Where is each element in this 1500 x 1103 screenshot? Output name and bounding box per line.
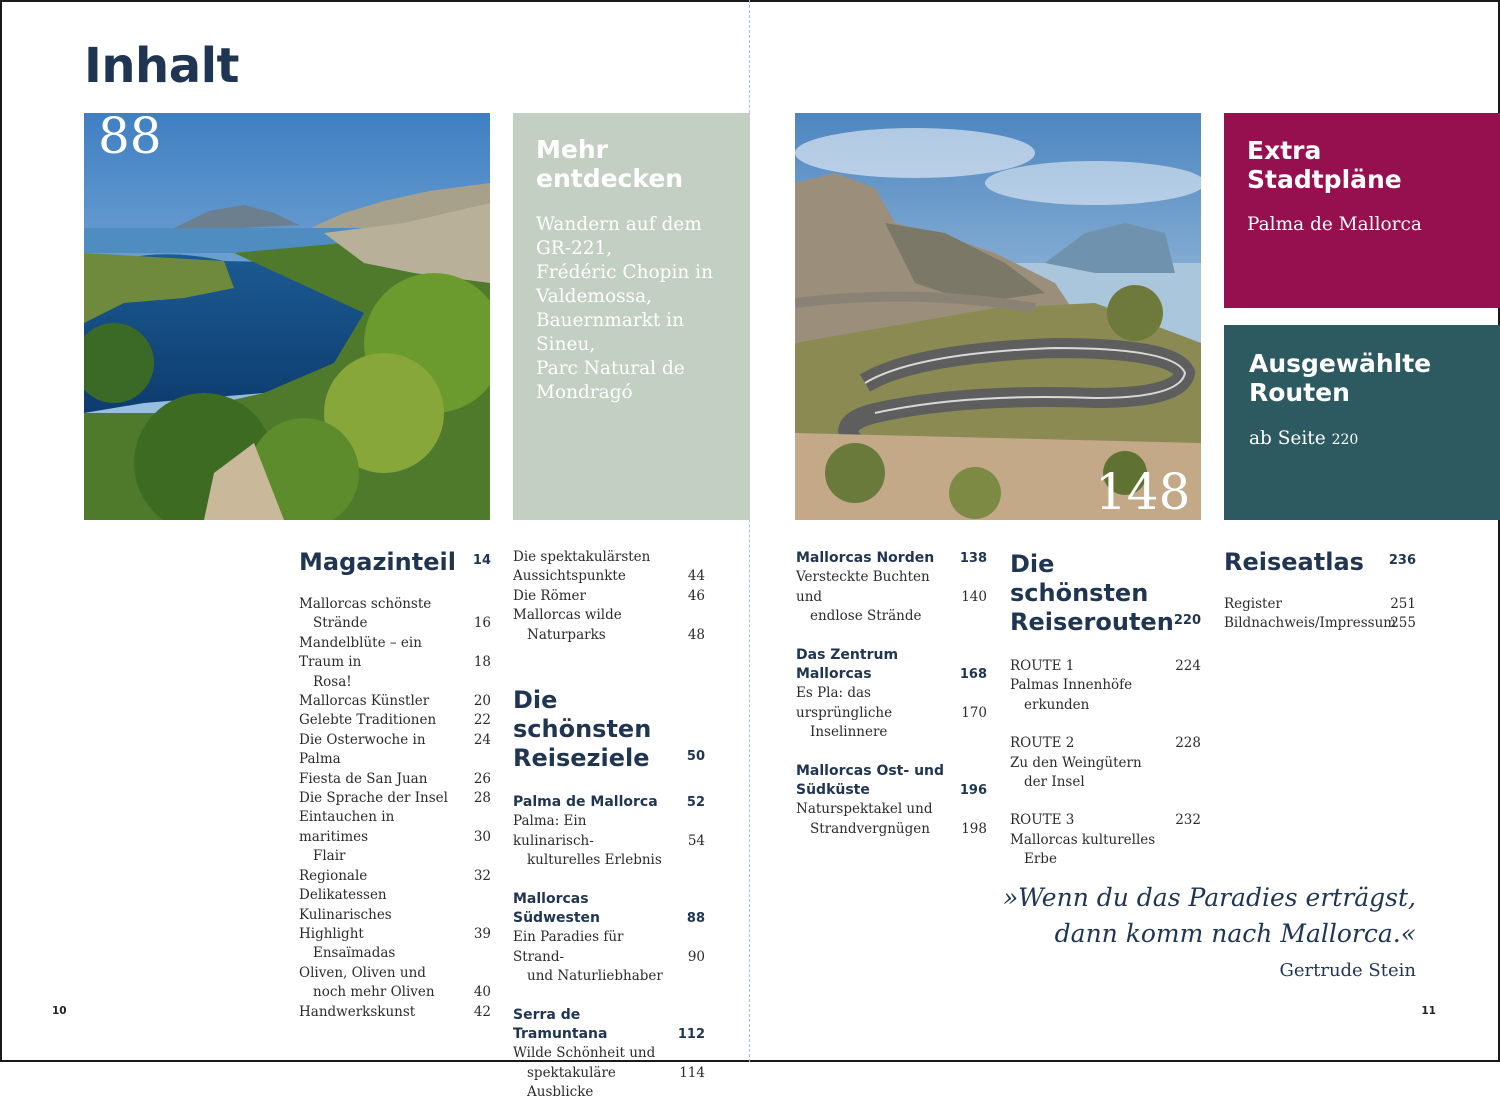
toc-subheading[interactable]: Das Zentrum Mallorcas 168 <box>796 646 987 683</box>
toc-subheading[interactable]: Mallorcas Südwesten 88 <box>513 890 705 927</box>
toc-entry[interactable]: Die Osterwoche in Palma 24 <box>299 731 491 768</box>
route-entry[interactable]: ROUTE 2 Zu den Weingütern der Insel 228 <box>1010 735 1201 791</box>
formentor-road-illustration <box>795 113 1201 520</box>
toc-entry[interactable]: Register 251 <box>1224 596 1416 612</box>
magazinteil-continued <box>513 548 705 645</box>
magazinteil-heading[interactable]: Magazinteil 14 <box>299 548 491 576</box>
extra-stadtplaene-text: Palma de Mallorca <box>1247 214 1422 235</box>
reiseatlas-heading[interactable]: Reiseatlas 236 <box>1224 548 1416 576</box>
coast-cove-illustration <box>84 113 490 520</box>
toc-group <box>513 793 705 871</box>
reiseziele-continued <box>796 549 987 839</box>
extra-stadtplaene-panel <box>1224 113 1500 308</box>
toc-entry[interactable]: Wilde Schönheit und spektakuläre Ausblicke 114 <box>513 1045 705 1101</box>
toc-entry[interactable]: Palma: Ein kulinarisch- kulturelles Erlebnis 54 <box>513 813 705 869</box>
reiserouten-section <box>1010 550 1201 870</box>
magazinteil-section <box>299 548 491 1022</box>
toc-entry[interactable]: Mallorcas schönste Strände 16 <box>299 596 491 632</box>
ausgewaehlte-routen-title: Ausgewählte Routen <box>1249 349 1432 407</box>
toc-subheading[interactable]: Mallorcas Ost- und Südküste 196 <box>796 762 987 799</box>
toc-entry[interactable]: Eintauchen in maritimes Flair 30 <box>299 809 491 865</box>
toc-subheading[interactable]: Mallorcas Norden 138 <box>796 550 987 566</box>
mehr-entdecken-list: Wandern auf dem GR-221, Frédéric Chopin in Valdemossa, Bauernmarkt in Sineu, Parc Natural de Mondragó <box>536 214 714 403</box>
toc-entry[interactable]: Handwerkskunst 42 <box>299 1003 491 1020</box>
toc-entry[interactable]: Die Römer 46 <box>513 587 705 604</box>
reiseziele-section <box>513 686 705 1103</box>
route-entry[interactable]: ROUTE 1 Palmas Innenhöfe erkunden 224 <box>1010 658 1201 713</box>
toc-entry[interactable]: Versteckte Buchten und endlose Strände 140 <box>796 569 987 625</box>
toc-group <box>513 890 705 987</box>
toc-entry[interactable]: Fiesta de San Juan 26 <box>299 770 491 787</box>
toc-entry[interactable]: Regionale Delikatessen 32 <box>299 867 491 904</box>
quote-text: »Wenn du das Paradies erträgst, dann komm nach Mallorca.« <box>1002 883 1416 948</box>
toc-subheading[interactable]: Palma de Mallorca 52 <box>513 794 705 810</box>
toc-entry[interactable]: Gelebte Traditionen 22 <box>299 712 491 729</box>
toc-entry[interactable]: Mallorcas Künstler 20 <box>299 693 491 710</box>
toc-entry[interactable]: Die Sprache der Insel 28 <box>299 790 491 807</box>
toc-entry[interactable]: Kulinarisches Highlight Ensaïmadas 39 <box>299 906 491 962</box>
reiserouten-heading[interactable]: Die schönsten Reiserouten 220 <box>1010 550 1201 636</box>
toc-entry[interactable]: Ein Paradies für Strand- und Naturliebhaber 90 <box>513 929 705 985</box>
page-title: Inhalt <box>84 38 239 94</box>
route-entry[interactable]: ROUTE 3 Mallorcas kulturelles Erbe 232 <box>1010 812 1201 868</box>
photo-coast-cove <box>84 113 490 520</box>
toc-entry[interactable]: Oliven, Oliven und noch mehr Oliven 40 <box>299 964 491 1001</box>
ausgewaehlte-routen-text: ab Seite 220 <box>1249 428 1359 449</box>
page-number-left: 10 <box>52 1005 67 1017</box>
photo-page-number: 88 <box>98 113 162 165</box>
toc-entry[interactable]: Bildnachweis/Impressum 255 <box>1224 615 1416 632</box>
toc-entry[interactable]: Mallorcas wilde Naturparks 48 <box>513 607 705 643</box>
toc-entry[interactable]: Mandelblüte – ein Traum in Rosa! 18 <box>299 634 491 690</box>
mehr-entdecken-title: Mehr entdecken <box>536 135 684 193</box>
mehr-entdecken-panel <box>513 113 750 520</box>
toc-subheading[interactable]: Serra de Tramuntana 112 <box>513 1006 705 1043</box>
toc-entry[interactable]: Naturspektakel und Strandvergnügen 198 <box>796 801 987 837</box>
toc-group <box>513 1006 705 1103</box>
ausgewaehlte-routen-panel <box>1224 325 1500 520</box>
photo-cap-formentor <box>795 113 1201 520</box>
reiseziele-heading[interactable]: Die schönsten Reiseziele 50 <box>513 686 705 772</box>
toc-group <box>796 646 987 743</box>
quote-author: Gertrude Stein <box>1279 960 1416 981</box>
reiseatlas-section <box>1224 548 1416 634</box>
toc-group <box>796 762 987 840</box>
toc-entry[interactable]: Es Pla: das ursprüngliche Inselinnere 170 <box>796 685 987 741</box>
extra-stadtplaene-title: Extra Stadtpläne <box>1247 136 1402 194</box>
page-number-right: 11 <box>1421 1005 1436 1017</box>
toc-group <box>796 549 987 627</box>
photo-page-number: 148 <box>1095 463 1191 520</box>
toc-entry[interactable]: Die spektakulärsten Aussichtspunkte 44 <box>513 549 705 585</box>
